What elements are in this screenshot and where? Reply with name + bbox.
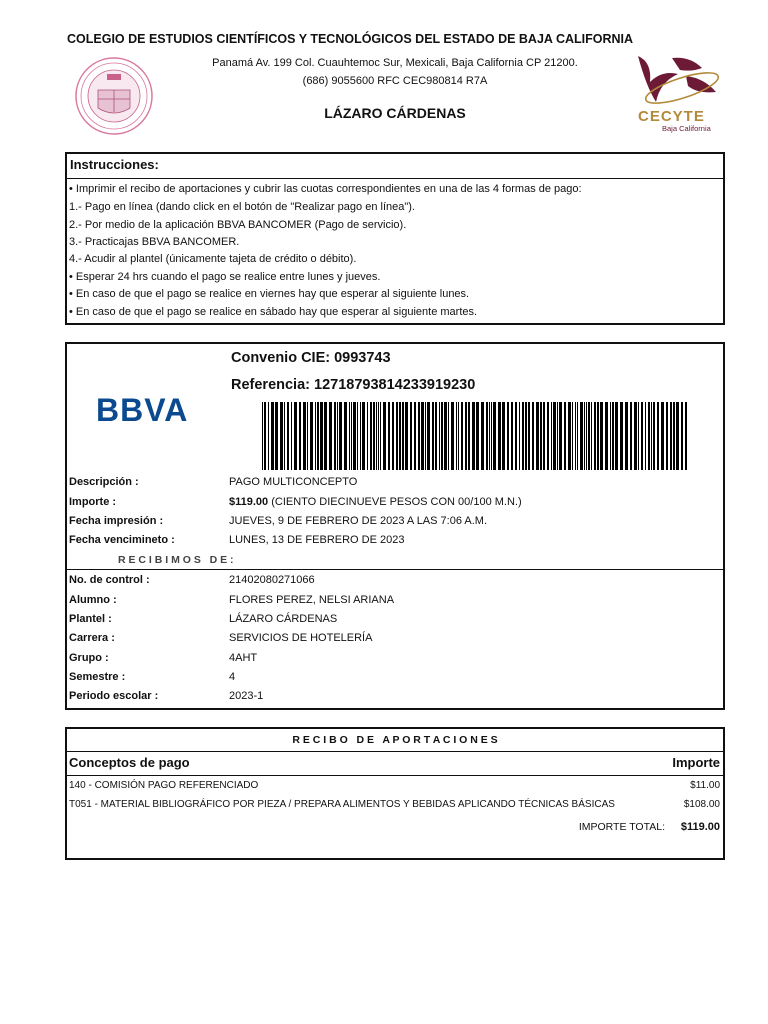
barcode-bar [481, 402, 484, 470]
descripcion-value: PAGO MULTICONCEPTO [229, 476, 358, 488]
barcode-bar [367, 402, 368, 470]
barcode-bar [310, 402, 313, 470]
barcode-bar [427, 402, 430, 470]
barcode-bar [264, 402, 266, 470]
barcode-bar [620, 402, 623, 470]
barcode-bar [388, 402, 390, 470]
referencia: Referencia: 12718793814233919230 [231, 377, 476, 393]
instruction-line: 3.- Practicajas BBVA BANCOMER. [69, 236, 240, 248]
barcode-bar [337, 402, 338, 470]
barcode-bar [378, 402, 379, 470]
barcode-bar [476, 402, 479, 470]
barcode-bar [461, 402, 463, 470]
barcode-bar [584, 402, 585, 470]
barcode-bar [634, 402, 637, 470]
barcode-bar [511, 402, 513, 470]
barcode-bar [410, 402, 412, 470]
institution-contact: (686) 9055600 RFC CEC980814 R7A [302, 75, 488, 87]
importe-total-label: IMPORTE TOTAL: [578, 821, 665, 833]
cecyte-logo-subtext: Baja California [662, 124, 711, 133]
barcode-bar [287, 402, 289, 470]
barcode-bar [392, 402, 394, 470]
barcode-bar [299, 402, 301, 470]
convenio-cie: Convenio CIE: 0993743 [231, 350, 391, 366]
barcode-bar [536, 402, 539, 470]
barcode-bar [262, 402, 263, 470]
barcode-bar [362, 402, 365, 470]
barcode-bar [651, 402, 652, 470]
plantel-value: LÁZARO CÁRDENAS [229, 613, 338, 625]
barcode-bar [324, 402, 327, 470]
barcode-bar [502, 402, 505, 470]
barcode-bar [268, 402, 269, 470]
barcode-bar [543, 402, 545, 470]
barcode-bar [294, 402, 297, 470]
carrera-value: SERVICIOS DE HOTELERÍA [229, 632, 373, 644]
barcode-bar [564, 402, 566, 470]
fecha-impresion-label: Fecha impresión : [69, 515, 164, 527]
importe-amount: $119.00 [229, 496, 269, 508]
barcode-bar [591, 402, 592, 470]
instruction-line: • Imprimir el recibo de aportaciones y cubrir las cuotas correspondientes en una de las 4 formas de pago: [69, 183, 582, 195]
barcode-bar [553, 402, 556, 470]
carrera-label: Carrera : [69, 632, 115, 644]
concept-row: 140 - COMISIÓN PAGO REFERENCIADO [69, 780, 259, 791]
instruction-line: • Esperar 24 hrs cuando el pago se realice entre lunes y jueves. [69, 271, 381, 283]
barcode-bar [588, 402, 590, 470]
no-control-value: 21402080271066 [229, 574, 315, 586]
barcode-bar [612, 402, 614, 470]
barcode-bar [284, 402, 285, 470]
barcode-bar [339, 402, 342, 470]
barcode-bar [551, 402, 552, 470]
campus-name: LÁZARO CÁRDENAS [324, 105, 466, 121]
bbva-logo: BBVA [96, 392, 189, 428]
instruction-line: 4.- Acudir al plantel (únicamente tajeta de crédito o débito). [69, 253, 357, 265]
importe-total-value: $119.00 [680, 821, 720, 833]
receipt-header-divider [66, 775, 724, 776]
barcode-bar [532, 402, 534, 470]
concept-amount: $108.00 [683, 799, 720, 810]
cecyte-logo-text: CECYTE [638, 108, 705, 125]
barcode-bar [468, 402, 470, 470]
barcode-bar [271, 402, 274, 470]
importe-label: Importe : [69, 496, 117, 508]
periodo-escolar-value: 2023-1 [229, 690, 264, 702]
barcode-bar [661, 402, 664, 470]
barcode-bar [399, 402, 401, 470]
barcode-bar [373, 402, 375, 470]
barcode-bar [666, 402, 668, 470]
barcode-bar [432, 402, 434, 470]
barcode-bar [315, 402, 316, 470]
barcode-bar [673, 402, 675, 470]
barcode-bar [421, 402, 424, 470]
barcode-bar [307, 402, 308, 470]
barcode-bar [451, 402, 454, 470]
receipt-title: R E C I B O D E A P O R T A C I O N E S [292, 734, 498, 746]
barcode-bar [405, 402, 408, 470]
barcode-bar [597, 402, 599, 470]
barcode-bar [329, 402, 332, 470]
barcode-bar [577, 402, 578, 470]
barcode-bar [605, 402, 608, 470]
barcode-bar [547, 402, 549, 470]
barcode-bar [657, 402, 659, 470]
barcode-bar [594, 402, 596, 470]
barcode-bar [540, 402, 542, 470]
barcode-bar [275, 402, 278, 470]
barcode-bar [435, 402, 437, 470]
importe-header: Importe [672, 755, 720, 770]
barcode-bar [559, 402, 562, 470]
barcode-bar [528, 402, 530, 470]
barcode-bar [676, 402, 679, 470]
barcode-bar [670, 402, 672, 470]
barcode-bar [572, 402, 573, 470]
barcode-bar [334, 402, 336, 470]
barcode-bar [486, 402, 488, 470]
barcode-bar [448, 402, 449, 470]
school-seal-logo [74, 56, 154, 136]
barcode-bar [418, 402, 420, 470]
importe-value [229, 496, 522, 508]
barcode-bar [402, 402, 404, 470]
periodo-escolar-label: Periodo escolar : [69, 690, 159, 702]
barcode-bar [396, 402, 398, 470]
barcode-bar [519, 402, 520, 470]
barcode-bar [493, 402, 496, 470]
barcode-bar [625, 402, 628, 470]
institution-address: Panamá Av. 199 Col. Cuauhtemoc Sur, Mexicali, Baja California CP 21200. [212, 57, 578, 69]
semestre-label: Semestre : [69, 671, 126, 683]
alumno-label: Alumno : [69, 594, 117, 606]
barcode-bar [645, 402, 646, 470]
barcode-bar [648, 402, 650, 470]
barcode-bar [380, 402, 381, 470]
barcode-bar [630, 402, 632, 470]
instructions-title: Instrucciones: [70, 157, 159, 172]
barcode-bar [353, 402, 356, 470]
conceptos-header: Conceptos de pago [69, 755, 190, 770]
barcode-bar [441, 402, 443, 470]
barcode-bar [444, 402, 447, 470]
barcode-bar [291, 402, 292, 470]
descripcion-label: Descripción : [69, 476, 139, 488]
barcode-bar [280, 402, 283, 470]
barcode-bar [458, 402, 459, 470]
barcode-bar [557, 402, 558, 470]
barcode-bar [465, 402, 467, 470]
fecha-impresion-value: JUEVES, 9 DE FEBRERO DE 2023 A LAS 7:06 A.M. [229, 515, 488, 527]
instructions-divider [66, 178, 724, 179]
grupo-label: Grupo : [69, 652, 109, 664]
barcode-bar [489, 402, 490, 470]
barcode-bar [580, 402, 583, 470]
barcode-bar [344, 402, 347, 470]
receipt-title-divider [66, 751, 724, 752]
barcode-bar [349, 402, 350, 470]
instruction-line: 1.- Pago en línea (dando click en el botón de "Realizar pago en línea"). [69, 201, 415, 213]
barcode-bar [525, 402, 527, 470]
cecyte-logo [632, 52, 724, 138]
barcode-bar [586, 402, 587, 470]
barcode-bar [317, 402, 319, 470]
recibimos-de-heading: R E C I B I M O S D E : [118, 554, 234, 566]
barcode-bar [638, 402, 639, 470]
barcode-bar [653, 402, 655, 470]
concept-amount: $11.00 [690, 780, 720, 791]
barcode-bar [491, 402, 492, 470]
barcode-bar [370, 402, 372, 470]
barcode-bar [320, 402, 323, 470]
barcode-bar [685, 402, 687, 470]
barcode-bar [507, 402, 509, 470]
barcode-bar [383, 402, 386, 470]
barcode-bar [357, 402, 358, 470]
plantel-label: Plantel : [69, 613, 112, 625]
fecha-vencimiento-value: LUNES, 13 DE FEBRERO DE 2023 [229, 534, 405, 546]
barcode-bar [303, 402, 306, 470]
barcode-bar [351, 402, 352, 470]
barcode-bar [456, 402, 457, 470]
barcode [262, 402, 690, 470]
barcode-bar [414, 402, 416, 470]
importe-words: (CIENTO DIECINUEVE PESOS CON 00/100 M.N.) [268, 496, 522, 508]
barcode-bar [472, 402, 475, 470]
fecha-vencimiento-label: Fecha vencimineto : [69, 534, 175, 546]
barcode-bar [425, 402, 426, 470]
concept-row: T051 - MATERIAL BIBLIOGRÁFICO POR PIEZA / PREPARA ALIMENTOS Y BEBIDAS APLICANDO TÉCNICAS BÁSICAS [69, 799, 615, 810]
barcode-bar [376, 402, 377, 470]
barcode-bar [641, 402, 643, 470]
barcode-bar [575, 402, 576, 470]
institution-name: COLEGIO DE ESTUDIOS CIENTÍFICOS Y TECNOLÓGICOS DEL ESTADO DE BAJA CALIFORNIA [67, 32, 634, 46]
barcode-bar [681, 402, 683, 470]
alumno-value: FLORES PEREZ, NELSI ARIANA [229, 594, 395, 606]
instruction-line: 2.- Por medio de la aplicación BBVA BANCOMER (Pago de servicio). [69, 219, 407, 231]
no-control-label: No. de control : [69, 574, 150, 586]
semestre-value: 4 [229, 671, 236, 683]
barcode-bar [568, 402, 571, 470]
instruction-line: • En caso de que el pago se realice en viernes hay que esperar al siguiente lunes. [69, 288, 470, 300]
barcode-bar [615, 402, 618, 470]
barcode-bar [610, 402, 611, 470]
barcode-bar [439, 402, 440, 470]
barcode-bar [498, 402, 501, 470]
recibimos-divider [66, 569, 724, 570]
barcode-bar [515, 402, 517, 470]
barcode-bar [360, 402, 361, 470]
grupo-value: 4AHT [229, 652, 258, 664]
instruction-line: • En caso de que el pago se realice en sábado hay que esperar al siguiente martes. [69, 306, 478, 318]
barcode-bar [522, 402, 524, 470]
receipt-box [65, 727, 725, 860]
barcode-bar [600, 402, 603, 470]
